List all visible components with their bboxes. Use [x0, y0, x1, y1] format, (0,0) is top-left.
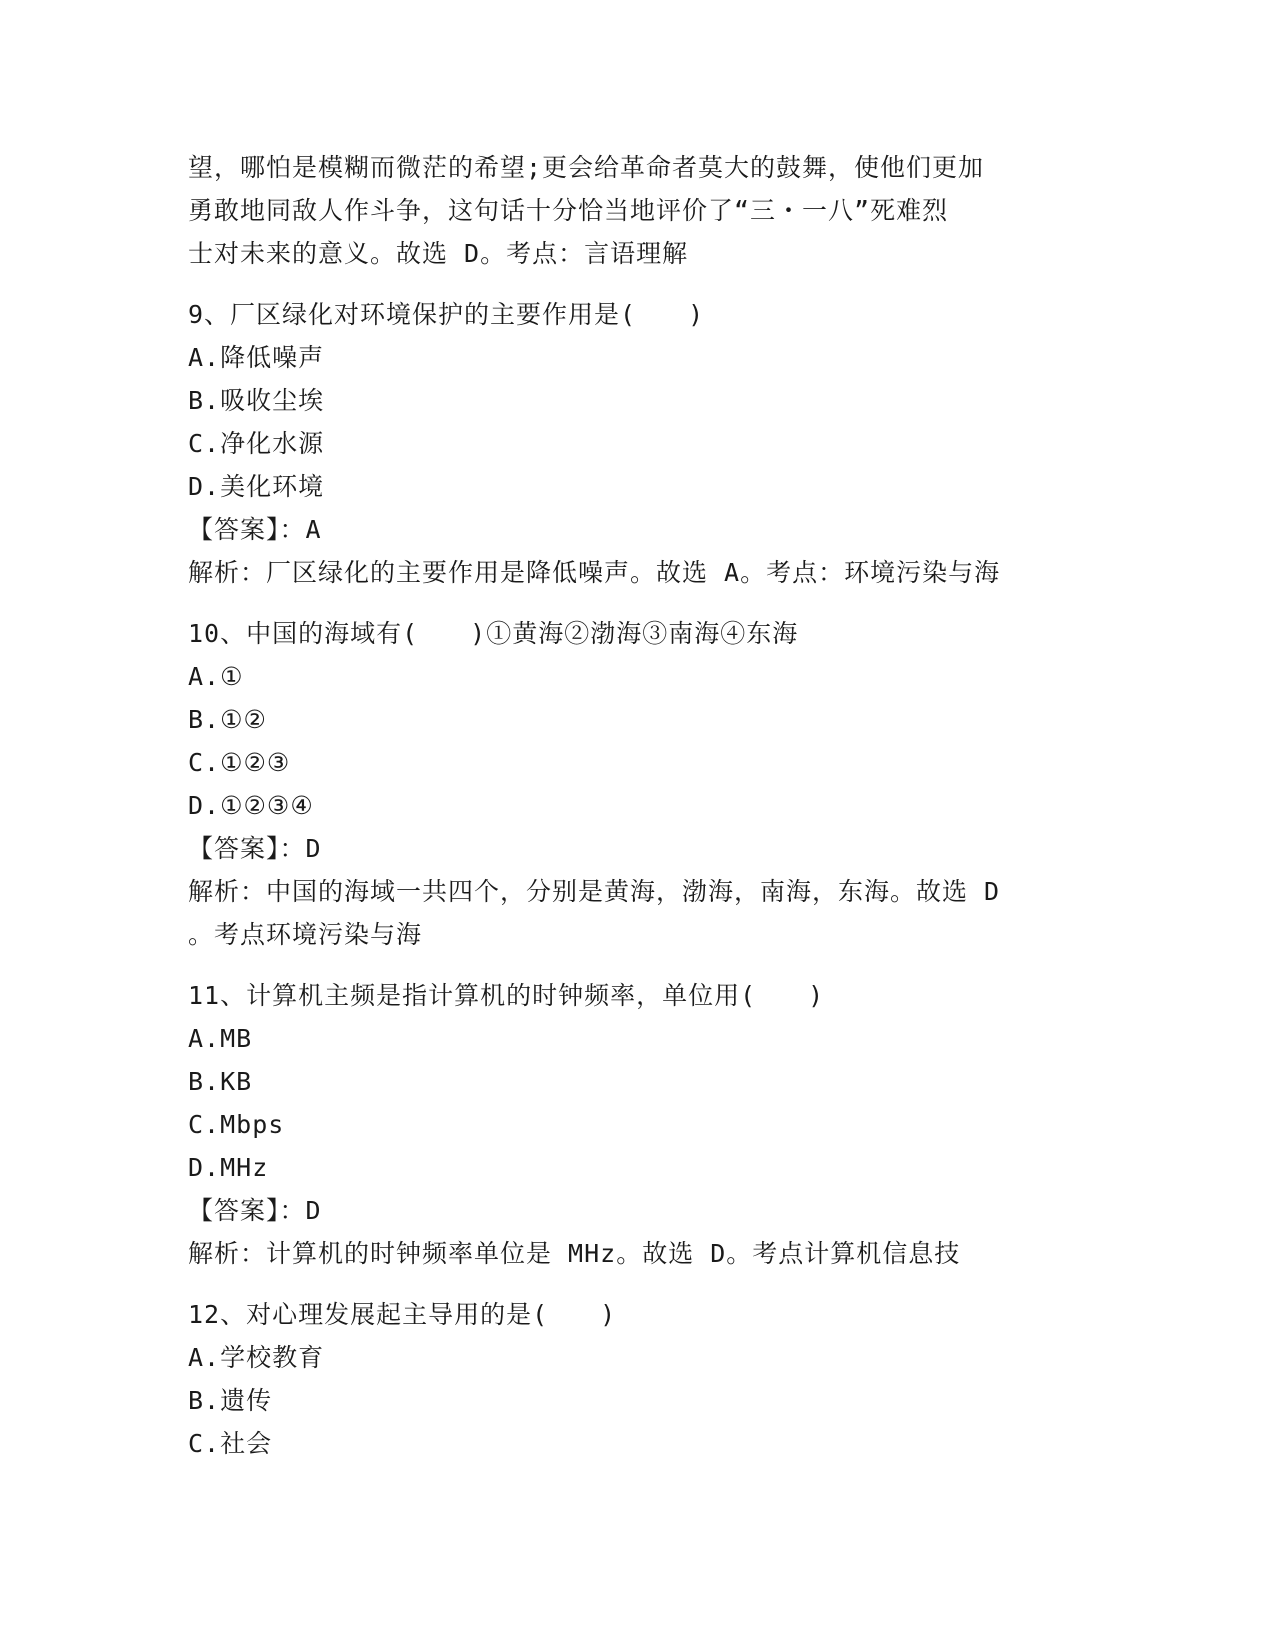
option-a: A.降低噪声: [188, 343, 325, 372]
option-a: A.学校教育: [188, 1343, 325, 1372]
option-c: C.净化水源: [188, 429, 325, 458]
question-stem: 11、计算机主频是指计算机的时钟频率，单位用( ): [188, 981, 825, 1010]
option-b: B.吸收尘埃: [188, 386, 325, 415]
question-10: [188, 612, 1088, 956]
analysis-line: 解析：厂区绿化的主要作用是降低噪声。故选 A。考点：环境污染与海: [188, 558, 1001, 587]
option-b: B.①②: [188, 705, 267, 734]
question-11: [188, 974, 1088, 1275]
answer-line: 【答案】：A: [188, 515, 322, 544]
answer-line: 【答案】：D: [188, 1196, 322, 1225]
analysis-line: 解析：中国的海域一共四个，分别是黄海，渤海，南海，东海。故选 D: [188, 877, 1001, 906]
option-d: D.MHz: [188, 1153, 269, 1182]
text-line: 望，哪怕是模糊而微茫的希望;更会给革命者莫大的鼓舞，使他们更加: [188, 153, 985, 182]
question-stem: 12、对心理发展起主导用的是( ): [188, 1300, 617, 1329]
option-c: C.①②③: [188, 748, 291, 777]
question-12: [188, 1293, 1088, 1465]
analysis-line: 解析：计算机的时钟频率单位是 MHz。故选 D。考点计算机信息技: [188, 1239, 961, 1268]
option-c: C.社会: [188, 1429, 273, 1458]
question-9: [188, 293, 1088, 594]
option-c: C.Mbps: [188, 1110, 285, 1139]
question-stem: 10、中国的海域有( )①黄海②渤海③南海④东海: [188, 619, 799, 648]
answer-line: 【答案】：D: [188, 834, 322, 863]
option-d: D.①②③④: [188, 791, 314, 820]
analysis-line: 。考点环境污染与海: [188, 920, 423, 949]
continuation-text: [188, 146, 1088, 275]
option-a: A.MB: [188, 1024, 253, 1053]
document-page: [188, 146, 1088, 1465]
question-stem: 9、厂区绿化对环境保护的主要作用是( ): [188, 300, 705, 329]
option-b: B.KB: [188, 1067, 253, 1096]
option-a: A.①: [188, 662, 244, 691]
option-d: D.美化环境: [188, 472, 325, 501]
text-line: 士对未来的意义。故选 D。考点：言语理解: [188, 239, 689, 268]
option-b: B.遗传: [188, 1386, 273, 1415]
text-line: 勇敢地同敌人作斗争，这句话十分恰当地评价了“三・一八”死难烈: [188, 196, 949, 225]
